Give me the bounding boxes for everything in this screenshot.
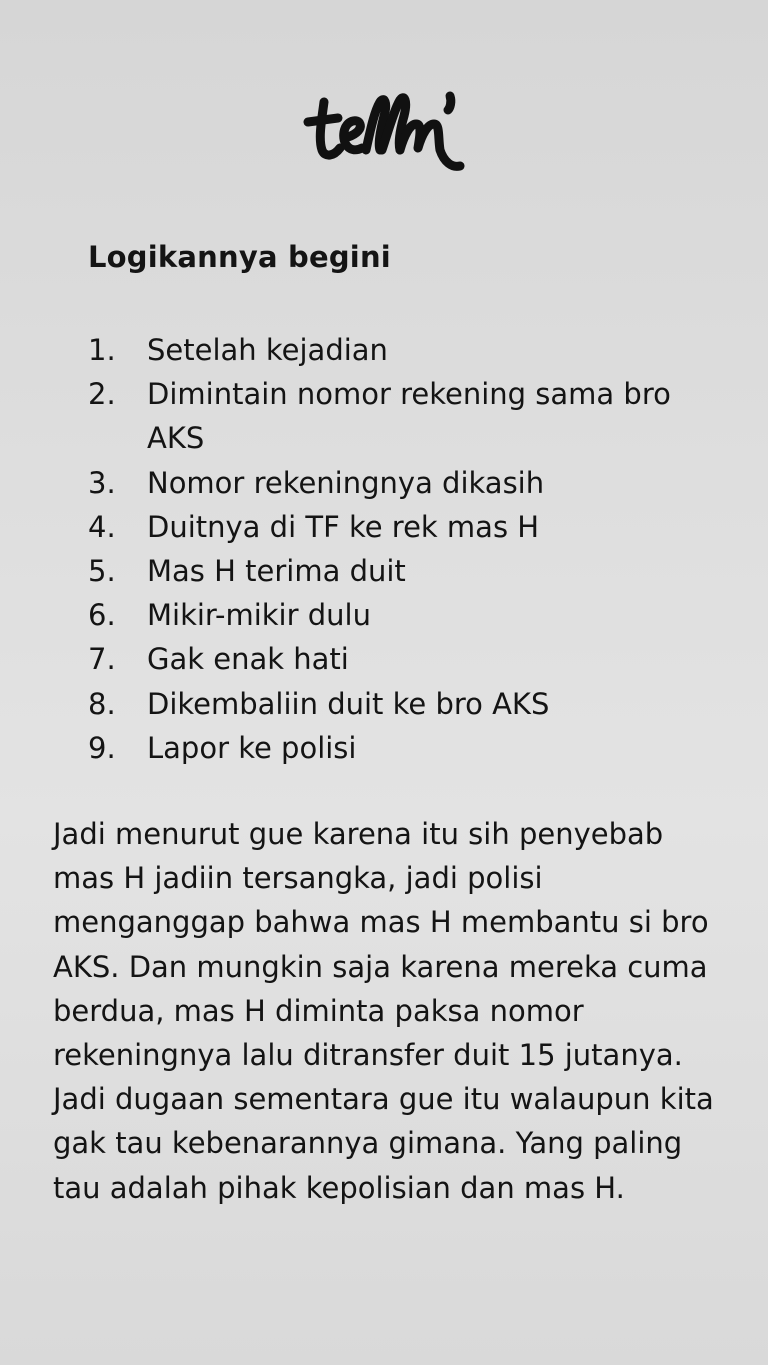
telm-logo xyxy=(300,88,470,184)
list-item xyxy=(88,372,708,460)
step-number: 9. xyxy=(88,730,116,765)
step-text: Mas H terima duit xyxy=(147,554,406,589)
step-text: Dikembaliin duit ke bro AKS xyxy=(147,686,550,721)
body-text xyxy=(53,812,723,1210)
step-number: 7. xyxy=(88,642,116,677)
step-text: Duitnya di TF ke rek mas H xyxy=(147,509,540,544)
heading: Logikannya begini xyxy=(88,240,391,274)
step-text: Gak enak hati xyxy=(147,642,349,677)
step-text: Dimintain nomor rekening sama bro AKS xyxy=(147,377,671,456)
step-number: 5. xyxy=(88,554,116,589)
body-paragraph: Jadi dugaan sementara gue itu walaupun kita gak tau kebenarannya gimana. Yang paling tau adalah pihak kepolisian dan mas H. xyxy=(53,1082,714,1205)
list-item xyxy=(88,505,708,549)
list-item xyxy=(88,549,708,593)
step-text: Nomor rekeningnya dikasih xyxy=(147,465,545,500)
list-item xyxy=(88,593,708,637)
list-item xyxy=(88,726,708,770)
step-text: Lapor ke polisi xyxy=(147,730,357,765)
step-number: 2. xyxy=(88,377,116,412)
body-paragraph: Jadi menurut gue karena itu sih penyebab mas H jadiin tersangka, jadi polisi menganggap bahwa mas H membantu si bro AKS. Dan mungkin saja karena mereka cuma berdua, mas H diminta paksa nomor rekeningnya lalu ditransfer duit 15 jutanya. xyxy=(53,817,709,1073)
step-text: Setelah kejadian xyxy=(147,333,388,367)
list-item xyxy=(88,461,708,505)
list-item xyxy=(88,637,708,681)
list-item xyxy=(88,682,708,726)
step-number: 3. xyxy=(88,465,116,500)
step-number: 6. xyxy=(88,598,116,633)
step-number: 4. xyxy=(88,509,116,544)
step-number: 8. xyxy=(88,686,116,721)
steps-list xyxy=(88,328,708,770)
step-text: Mikir-mikir dulu xyxy=(147,598,371,633)
step-number: 1. xyxy=(88,333,116,367)
list-item xyxy=(88,328,708,372)
